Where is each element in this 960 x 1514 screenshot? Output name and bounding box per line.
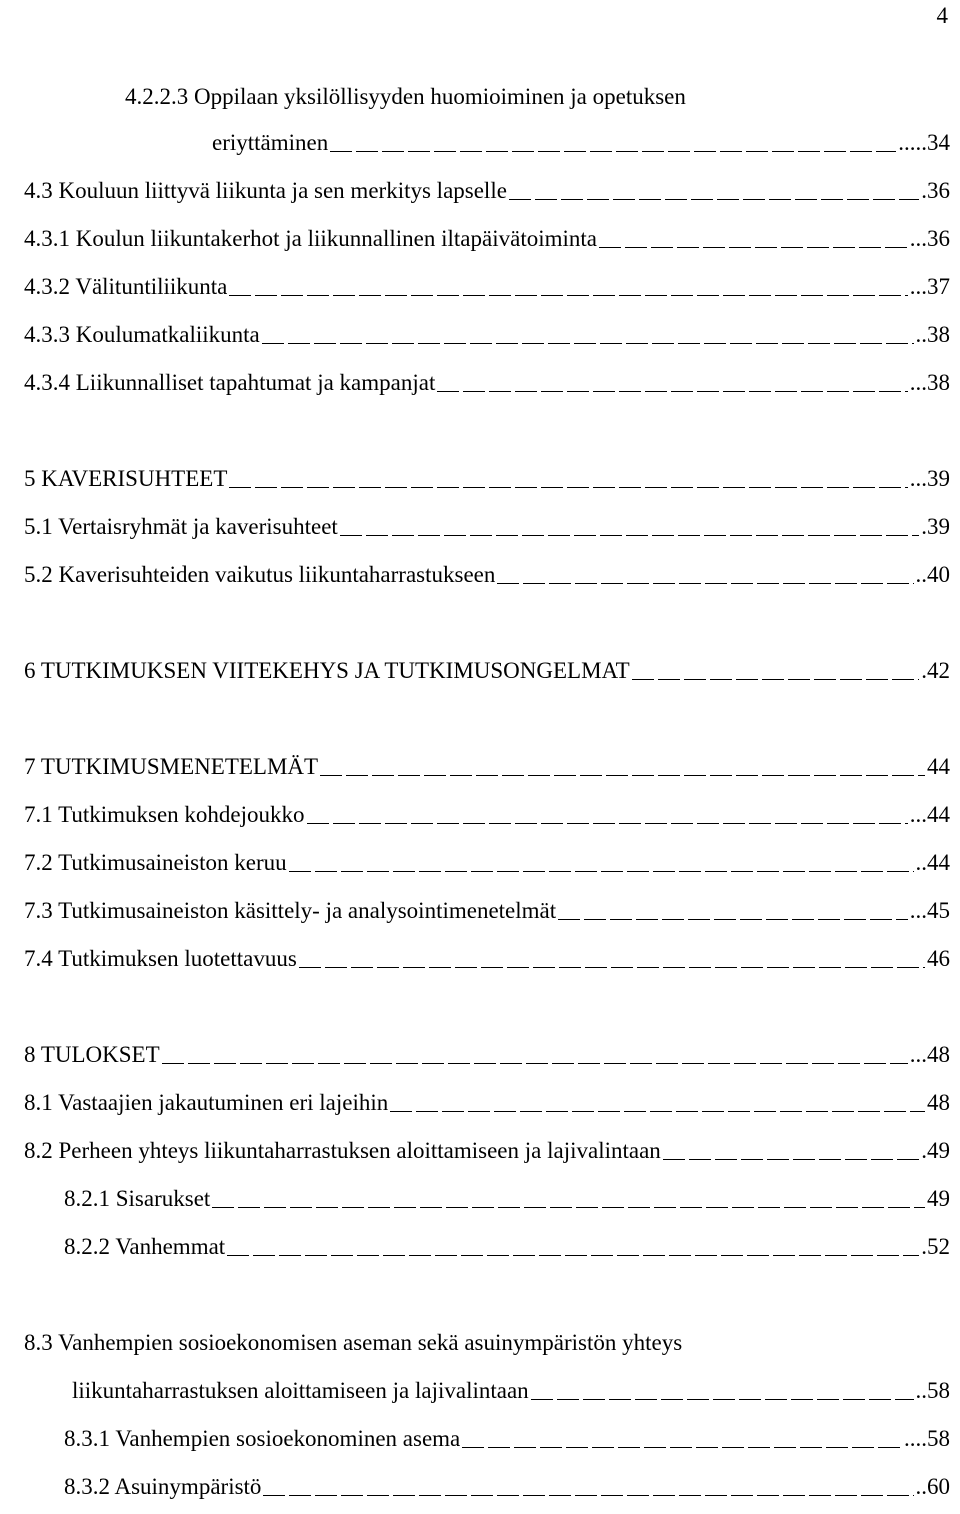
toc-leader	[320, 768, 925, 776]
toc-entry-8-2-2[interactable]	[64, 1232, 950, 1262]
toc-leader	[227, 1248, 919, 1256]
toc-entry-5[interactable]	[24, 464, 950, 494]
toc-entry-text: eriyttäminen	[212, 130, 329, 155]
toc-entry-page: ...44	[909, 802, 950, 827]
toc-entry-text: 8 TULOKSET	[24, 1042, 160, 1067]
toc-entry-page: .42	[921, 658, 950, 683]
toc-entry-text: liikuntaharrastuksen aloittamiseen ja lajivalintaan	[72, 1378, 529, 1403]
toc-entry-page: ....58	[904, 1426, 950, 1451]
toc-entry-7[interactable]	[24, 752, 950, 782]
toc-entry-text: 5.2 Kaverisuhteiden vaikutus liikuntaharrastukseen	[24, 562, 496, 587]
toc-entry-text: 7 TUTKIMUSMENETELMÄT	[24, 754, 319, 779]
toc-entry-4-3[interactable]	[24, 176, 950, 206]
toc-leader	[497, 576, 913, 584]
toc-leader	[262, 336, 914, 344]
toc-entry-7-3[interactable]	[24, 896, 950, 926]
toc-leader	[229, 480, 907, 488]
toc-leader	[229, 288, 907, 296]
page-number: 4	[936, 3, 948, 28]
toc-entry-text: 7.4 Tutkimuksen luotettavuus	[24, 946, 297, 971]
toc-entry-8-3-1[interactable]	[64, 1424, 950, 1454]
toc-entry-page: ...39	[909, 466, 950, 491]
toc-entry-page: ...36	[909, 226, 950, 251]
toc-entry-text: 4.3.4 Liikunnalliset tapahtumat ja kampanjat	[24, 370, 436, 395]
toc-leader	[531, 1392, 914, 1400]
toc-entry-text: 8.1 Vastaajien jakautuminen eri lajeihin	[24, 1090, 389, 1115]
toc-entry-8-1[interactable]	[24, 1088, 950, 1118]
toc-entry-page: ..40	[915, 562, 950, 587]
toc-entry-text: 4.3.2 Välituntiliikunta	[24, 274, 228, 299]
toc-leader	[599, 240, 908, 248]
toc-entry-text: 8.3.1 Vanhempien sosioekonominen asema	[64, 1426, 461, 1451]
toc-entry-text: 4.3.1 Koulun liikuntakerhot ja liikunnallinen iltapäivätoiminta	[24, 226, 597, 251]
toc-leader	[263, 1488, 913, 1496]
toc-entry-page: ...45	[909, 898, 950, 923]
toc-entry-text: 8.2.2 Vanhemmat	[64, 1234, 226, 1259]
toc-entry-page: ..38	[915, 322, 950, 347]
toc-entry-4-3-2[interactable]	[24, 272, 950, 302]
toc-entry-page: ...48	[909, 1042, 950, 1067]
toc-leader	[162, 1056, 908, 1064]
toc-entry-6[interactable]	[24, 656, 950, 686]
toc-entry-8[interactable]	[24, 1040, 950, 1070]
toc-leader	[330, 144, 896, 152]
toc-entry-page: .52	[921, 1234, 950, 1259]
toc-entry-text: 7.1 Tutkimuksen kohdejoukko	[24, 802, 305, 827]
toc-entry-page: .39	[921, 514, 950, 539]
toc-entry-page: .....34	[898, 130, 950, 155]
toc-leader	[558, 912, 908, 920]
toc-entry-4-3-4[interactable]	[24, 368, 950, 398]
toc-entry-7-1[interactable]	[24, 800, 950, 830]
toc-entry-page: .36	[921, 178, 950, 203]
toc-leader	[212, 1200, 925, 1208]
toc-leader	[307, 816, 908, 824]
toc-entry-4-2-2-3-heading[interactable]	[125, 82, 686, 112]
toc-entry-8-2[interactable]	[24, 1136, 950, 1166]
toc-entry-7-4[interactable]	[24, 944, 950, 974]
toc-entry-page: 49	[927, 1186, 950, 1211]
toc-leader	[289, 864, 914, 872]
toc-entry-8-2-1[interactable]	[64, 1184, 950, 1214]
toc-entry-4-2-2-3[interactable]	[212, 128, 950, 158]
toc-entry-text: 8.2 Perheen yhteys liikuntaharrastuksen aloittamiseen ja lajivalintaan	[24, 1138, 661, 1163]
toc-entry-text: 8.3 Vanhempien sosioekonomisen aseman sekä asuinympäristön yhteys	[24, 1330, 683, 1355]
toc-entry-page: ...37	[909, 274, 950, 299]
toc-entry-8-3-2[interactable]	[64, 1472, 950, 1502]
toc-entry-text: 4.3.3 Koulumatkaliikunta	[24, 322, 260, 347]
toc-leader	[390, 1104, 925, 1112]
toc-entry-page: .49	[921, 1138, 950, 1163]
toc-entry-page: ..60	[915, 1474, 950, 1499]
toc-entry-5-2[interactable]	[24, 560, 950, 590]
toc-entry-page: 48	[927, 1090, 950, 1115]
toc-entry-text: 5 KAVERISUHTEET	[24, 466, 228, 491]
toc-entry-4-3-1[interactable]	[24, 224, 950, 254]
toc-leader	[509, 192, 919, 200]
toc-entry-page: 44	[927, 754, 950, 779]
toc-entry-text: 7.2 Tutkimusaineiston keruu	[24, 850, 287, 875]
toc-entry-text: 6 TUTKIMUKSEN VIITEKEHYS JA TUTKIMUSONGELMAT	[24, 658, 630, 683]
toc-leader	[437, 384, 907, 392]
toc-entry-text: 8.3.2 Asuinympäristö	[64, 1474, 262, 1499]
toc-entry-page: ...38	[909, 370, 950, 395]
toc-entry-page: 46	[927, 946, 950, 971]
toc-entry-8-3[interactable]	[72, 1376, 950, 1406]
toc-entry-text: 5.1 Vertaisryhmät ja kaverisuhteet	[24, 514, 338, 539]
toc-entry-7-2[interactable]	[24, 848, 950, 878]
toc-entry-text: 7.3 Tutkimusaineiston käsittely- ja analysointimenetelmät	[24, 898, 557, 923]
toc-entry-4-3-3[interactable]	[24, 320, 950, 350]
toc-entry-text: 4.2.2.3 Oppilaan yksilöllisyyden huomioiminen ja opetuksen	[125, 84, 686, 109]
toc-leader	[632, 672, 920, 680]
toc-leader	[299, 960, 925, 968]
toc-leader	[340, 528, 919, 536]
toc-entry-text: 8.2.1 Sisarukset	[64, 1186, 211, 1211]
toc-entry-page: ..58	[915, 1378, 950, 1403]
toc-entry-page: ..44	[915, 850, 950, 875]
toc-entry-8-3-heading[interactable]	[24, 1328, 682, 1358]
toc-entry-text: 4.3 Kouluun liittyvä liikunta ja sen merkitys lapselle	[24, 178, 507, 203]
toc-entry-5-1[interactable]	[24, 512, 950, 542]
toc-leader	[462, 1440, 902, 1448]
toc-leader	[663, 1152, 919, 1160]
